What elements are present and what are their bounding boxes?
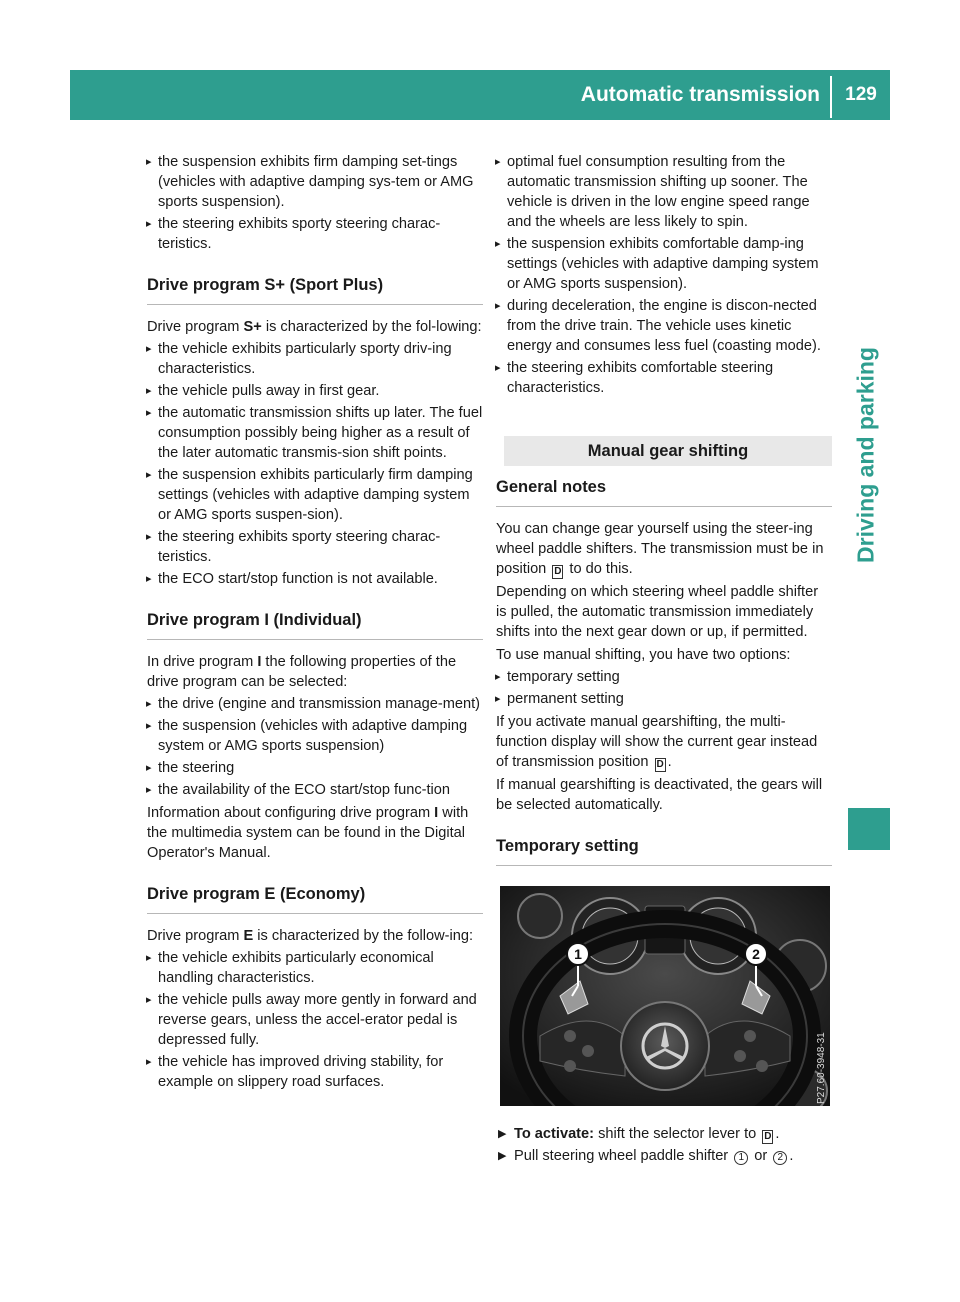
list-item: ▸ the vehicle exhibits particularly sporty driv-ing characteristics. (147, 339, 483, 379)
list-item: ▸ the automatic transmission shifts up later. The fuel consumption possibly being higher as a result of the later automatic transmis-sion shift points. (147, 403, 483, 463)
list-item: ▸ during deceleration, the engine is discon-nected from the drive train. The vehicle uses kinetic energy and consumes less fuel (coasting mode). (496, 296, 832, 356)
paragraph: If you activate manual gearshifting, the multi-function display will show the current gear instead of transmission position D . (496, 714, 818, 770)
callout-1-icon: 1 (734, 1151, 748, 1165)
list-item: ▸ the drive (engine and transmission manage-ment) (147, 694, 483, 714)
paragraph: Drive program S+ is characterized by the fol-lowing: (147, 319, 482, 335)
image-code: P27.60-3948-31 (816, 1032, 827, 1104)
list-item: ▸ the steering exhibits sporty steering charac-teristics. (147, 527, 483, 567)
list-item: ▸ the suspension exhibits firm damping set-tings (vehicles with adaptive damping sys-tem or AMG sports suspension). (147, 152, 483, 212)
list-item: ▸ the vehicle has improved driving stability, for example on slippery road surfaces. (147, 1052, 483, 1092)
heading-sport-plus: Drive program S+ (Sport Plus) (147, 274, 483, 305)
list-item: ▸ the vehicle exhibits particularly economical handling characteristics. (147, 948, 483, 988)
instruction-step: ▶ Pull steering wheel paddle shifter 1 or 2 . (496, 1146, 832, 1166)
list-item: ▸ the vehicle pulls away more gently in forward and reverse gears, unless the accel-erator pedal is depressed fully. (147, 990, 483, 1050)
paragraph: In drive program I the following properties of the drive program can be selected: (147, 654, 457, 690)
list-item: ▸ the steering exhibits comfortable steering characteristics. (496, 358, 832, 398)
callout-2-label: 2 (752, 946, 760, 962)
paragraph: To use manual shifting, you have two options: (496, 647, 791, 663)
left-column (147, 150, 483, 1092)
list-item: ▸ permanent setting (496, 689, 832, 709)
position-d-icon: D (554, 566, 562, 577)
callout-2-icon: 2 (773, 1151, 787, 1165)
page-number: 129 (845, 84, 877, 105)
side-tab-marker (848, 808, 890, 850)
list-item: ▸ optimal fuel consumption resulting from the automatic transmission shifting up sooner. The vehicle is driven in the low engine speed range and the wheels are less likely to spin. (496, 152, 832, 232)
list-item: ▸ the suspension exhibits comfortable damp-ing settings (vehicles with adaptive damping system or AMG sports suspension). (496, 234, 832, 294)
paragraph: You can change gear yourself using the steer-ing wheel paddle shifters. The transmission must be in position D to do this. (496, 521, 824, 577)
instruction-step: ▶ To activate: shift the selector lever to D . (496, 1124, 832, 1144)
list-item: ▸ the ECO start/stop function is not available. (147, 569, 483, 589)
callout-1-label: 1 (574, 946, 582, 962)
list-item: ▸ temporary setting (496, 667, 832, 687)
right-column (496, 150, 832, 1166)
side-tab-label: Driving and parking (852, 347, 879, 563)
list-item: ▸ the steering exhibits sporty steering charac-teristics. (147, 214, 483, 254)
paragraph: Depending on which steering wheel paddle shifter is pulled, the automatic transmission immediately shifts into the next gear down or up, if permitted. (496, 584, 819, 640)
section-title-manual-gear-shifting: Manual gear shifting (504, 436, 832, 466)
paragraph: If manual gearshifting is deactivated, the gears will be selected automatically. (496, 777, 823, 813)
list-item: ▸ the suspension exhibits particularly firm damping settings (vehicles with adaptive damping system or AMG sports suspen-sion). (147, 465, 483, 525)
position-d-icon: D (656, 759, 664, 770)
steering-wheel-photo (500, 886, 830, 1106)
list-item: ▸ the availability of the ECO start/stop func-tion (147, 780, 483, 800)
list-item: ▸ the suspension (vehicles with adaptive damping system or AMG sports suspension) (147, 716, 483, 756)
heading-temporary-setting: Temporary setting (496, 835, 832, 866)
heading-general-notes: General notes (496, 476, 832, 507)
heading-economy: Drive program E (Economy) (147, 883, 483, 914)
paragraph: Information about configuring drive program I with the multimedia system can be found in the Digital Operator's Manual. (147, 805, 469, 861)
list-item: ▸ the vehicle pulls away in first gear. (147, 381, 483, 401)
paragraph: Drive program E is characterized by the follow-ing: (147, 928, 474, 944)
position-d-icon: D (764, 1131, 772, 1142)
heading-individual: Drive program I (Individual) (147, 609, 483, 640)
page-title: Automatic transmission (580, 83, 820, 106)
list-item: ▸ the steering (147, 758, 483, 778)
